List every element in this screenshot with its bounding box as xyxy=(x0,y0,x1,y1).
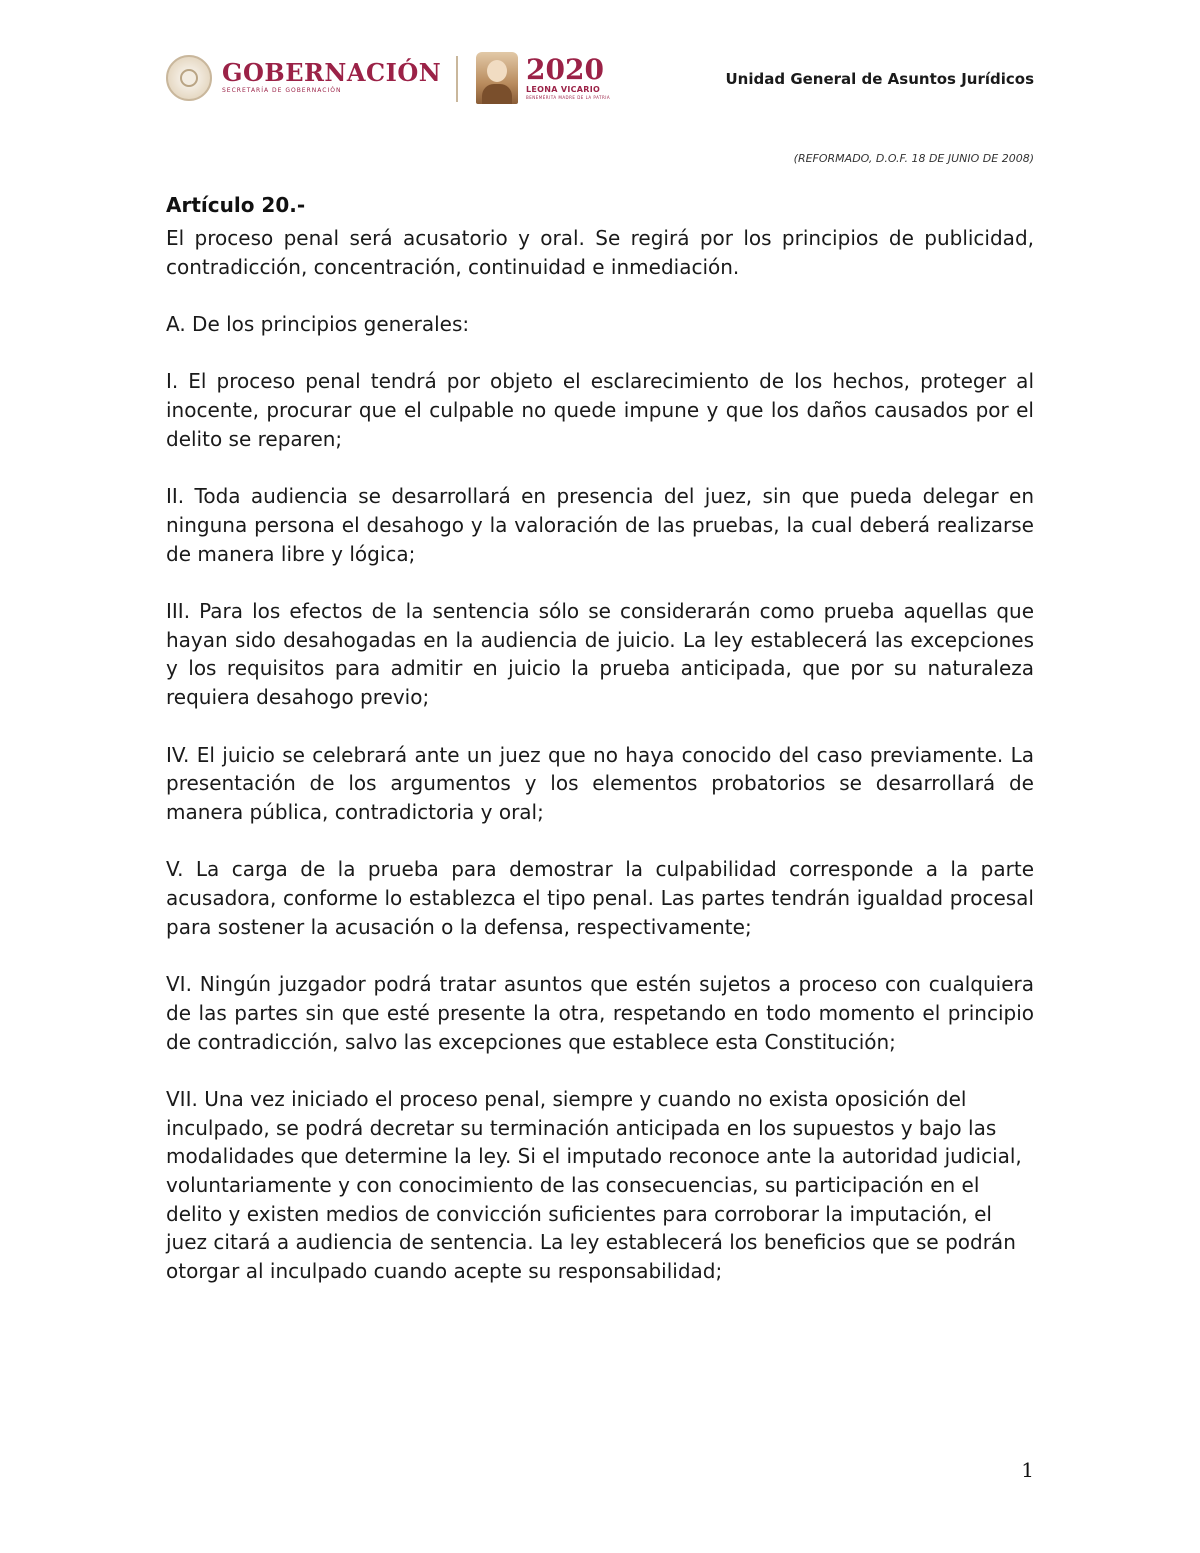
article-title: Artículo 20.- xyxy=(166,193,306,217)
article-body xyxy=(166,224,1034,1315)
year-label: 2020 xyxy=(526,53,604,86)
paragraph-fraction-iii: III. Para los efectos de la sentencia sólo se considerarán como prueba aquellas que hayan sido desahogadas en la audiencia de juicio. La ley establecerá las excepciones y los requisitos para admitir en juicio la prueba anticipada, que por su naturaleza requiera desahogo previo; xyxy=(166,599,1034,710)
national-seal-icon xyxy=(166,55,212,101)
year-subtitle-small: BENEMÉRITA MADRE DE LA PATRIA xyxy=(526,95,611,100)
gobernacion-wordmark xyxy=(222,60,441,96)
paragraph-fraction-vii: VII. Una vez iniciado el proceso penal, siempre y cuando no exista oposición del inculpado, se podrá decretar su terminación anticipada en los supuestos y bajo las modalidades que determine la ley. Si el imputado reconoce ante la autoridad judicial, voluntariamente y con conocimiento de las consecuencias, su participación en el delito y existen medios de convicción suficientes para corroborar la imputación, el juez citará a audiencia de sentencia. La ley establecerá los beneficios que se podrán otorgar al inculpado cuando acepte su responsabilidad; xyxy=(166,1086,1022,1284)
paragraph-section-a: A. De los principios generales: xyxy=(166,312,470,337)
paragraph-fraction-i: I. El proceso penal tendrá por objeto el esclarecimiento de los hechos, proteger al inocente, procurar que el culpable no quede impune y que los daños causados por el delito se reparen; xyxy=(166,369,1034,451)
gobernacion-title: GOBERNACIÓN xyxy=(222,58,442,87)
portrait-icon xyxy=(476,52,518,104)
gobernacion-subtitle: SECRETARÍA DE GOBERNACIÓN xyxy=(222,87,342,94)
paragraph-fraction-v: V. La carga de la prueba para demostrar la culpabilidad corresponde a la parte acusadora, conforme lo establezca el tipo penal. Las partes tendrán igualdad procesal para sostener la acusación o la defensa, respectivamente; xyxy=(166,857,1034,939)
logo-divider xyxy=(456,56,458,102)
paragraph-intro: El proceso penal será acusatorio y oral. Se regirá por los principios de publicidad, contradicción, concentración, continuidad e inmediación. xyxy=(166,226,1034,279)
year-subtitle: LEONA VICARIO xyxy=(526,85,601,94)
page-number: 1 xyxy=(1021,1458,1034,1482)
unit-name: Unidad General de Asuntos Jurídicos xyxy=(725,70,1034,88)
page-header xyxy=(166,48,1034,104)
paragraph-fraction-iv: IV. El juicio se celebrará ante un juez que no haya conocido del caso previamente. La presentación de los argumentos y los elementos probatorios se desarrollará de manera pública, contradictoria y oral; xyxy=(166,742,1034,824)
year-block xyxy=(526,55,610,101)
paragraph-fraction-ii: II. Toda audiencia se desarrollará en presencia del juez, sin que pueda delegar en ninguna persona el desahogo y la valoración de las pruebas, la cual deberá realizarse de manera libre y lógica; xyxy=(166,484,1034,566)
gobernacion-logo xyxy=(166,52,441,104)
reform-note: (REFORMADO, D.O.F. 18 DE JUNIO DE 2008) xyxy=(793,152,1034,165)
leona-vicario-2020-logo xyxy=(476,50,610,106)
paragraph-fraction-vi: VI. Ningún juzgador podrá tratar asuntos que estén sujetos a proceso con cualquiera de las partes sin que esté presente la otra, respetando en todo momento el principio de contradicción, salvo las excepciones que establece esta Constitución; xyxy=(166,972,1034,1054)
